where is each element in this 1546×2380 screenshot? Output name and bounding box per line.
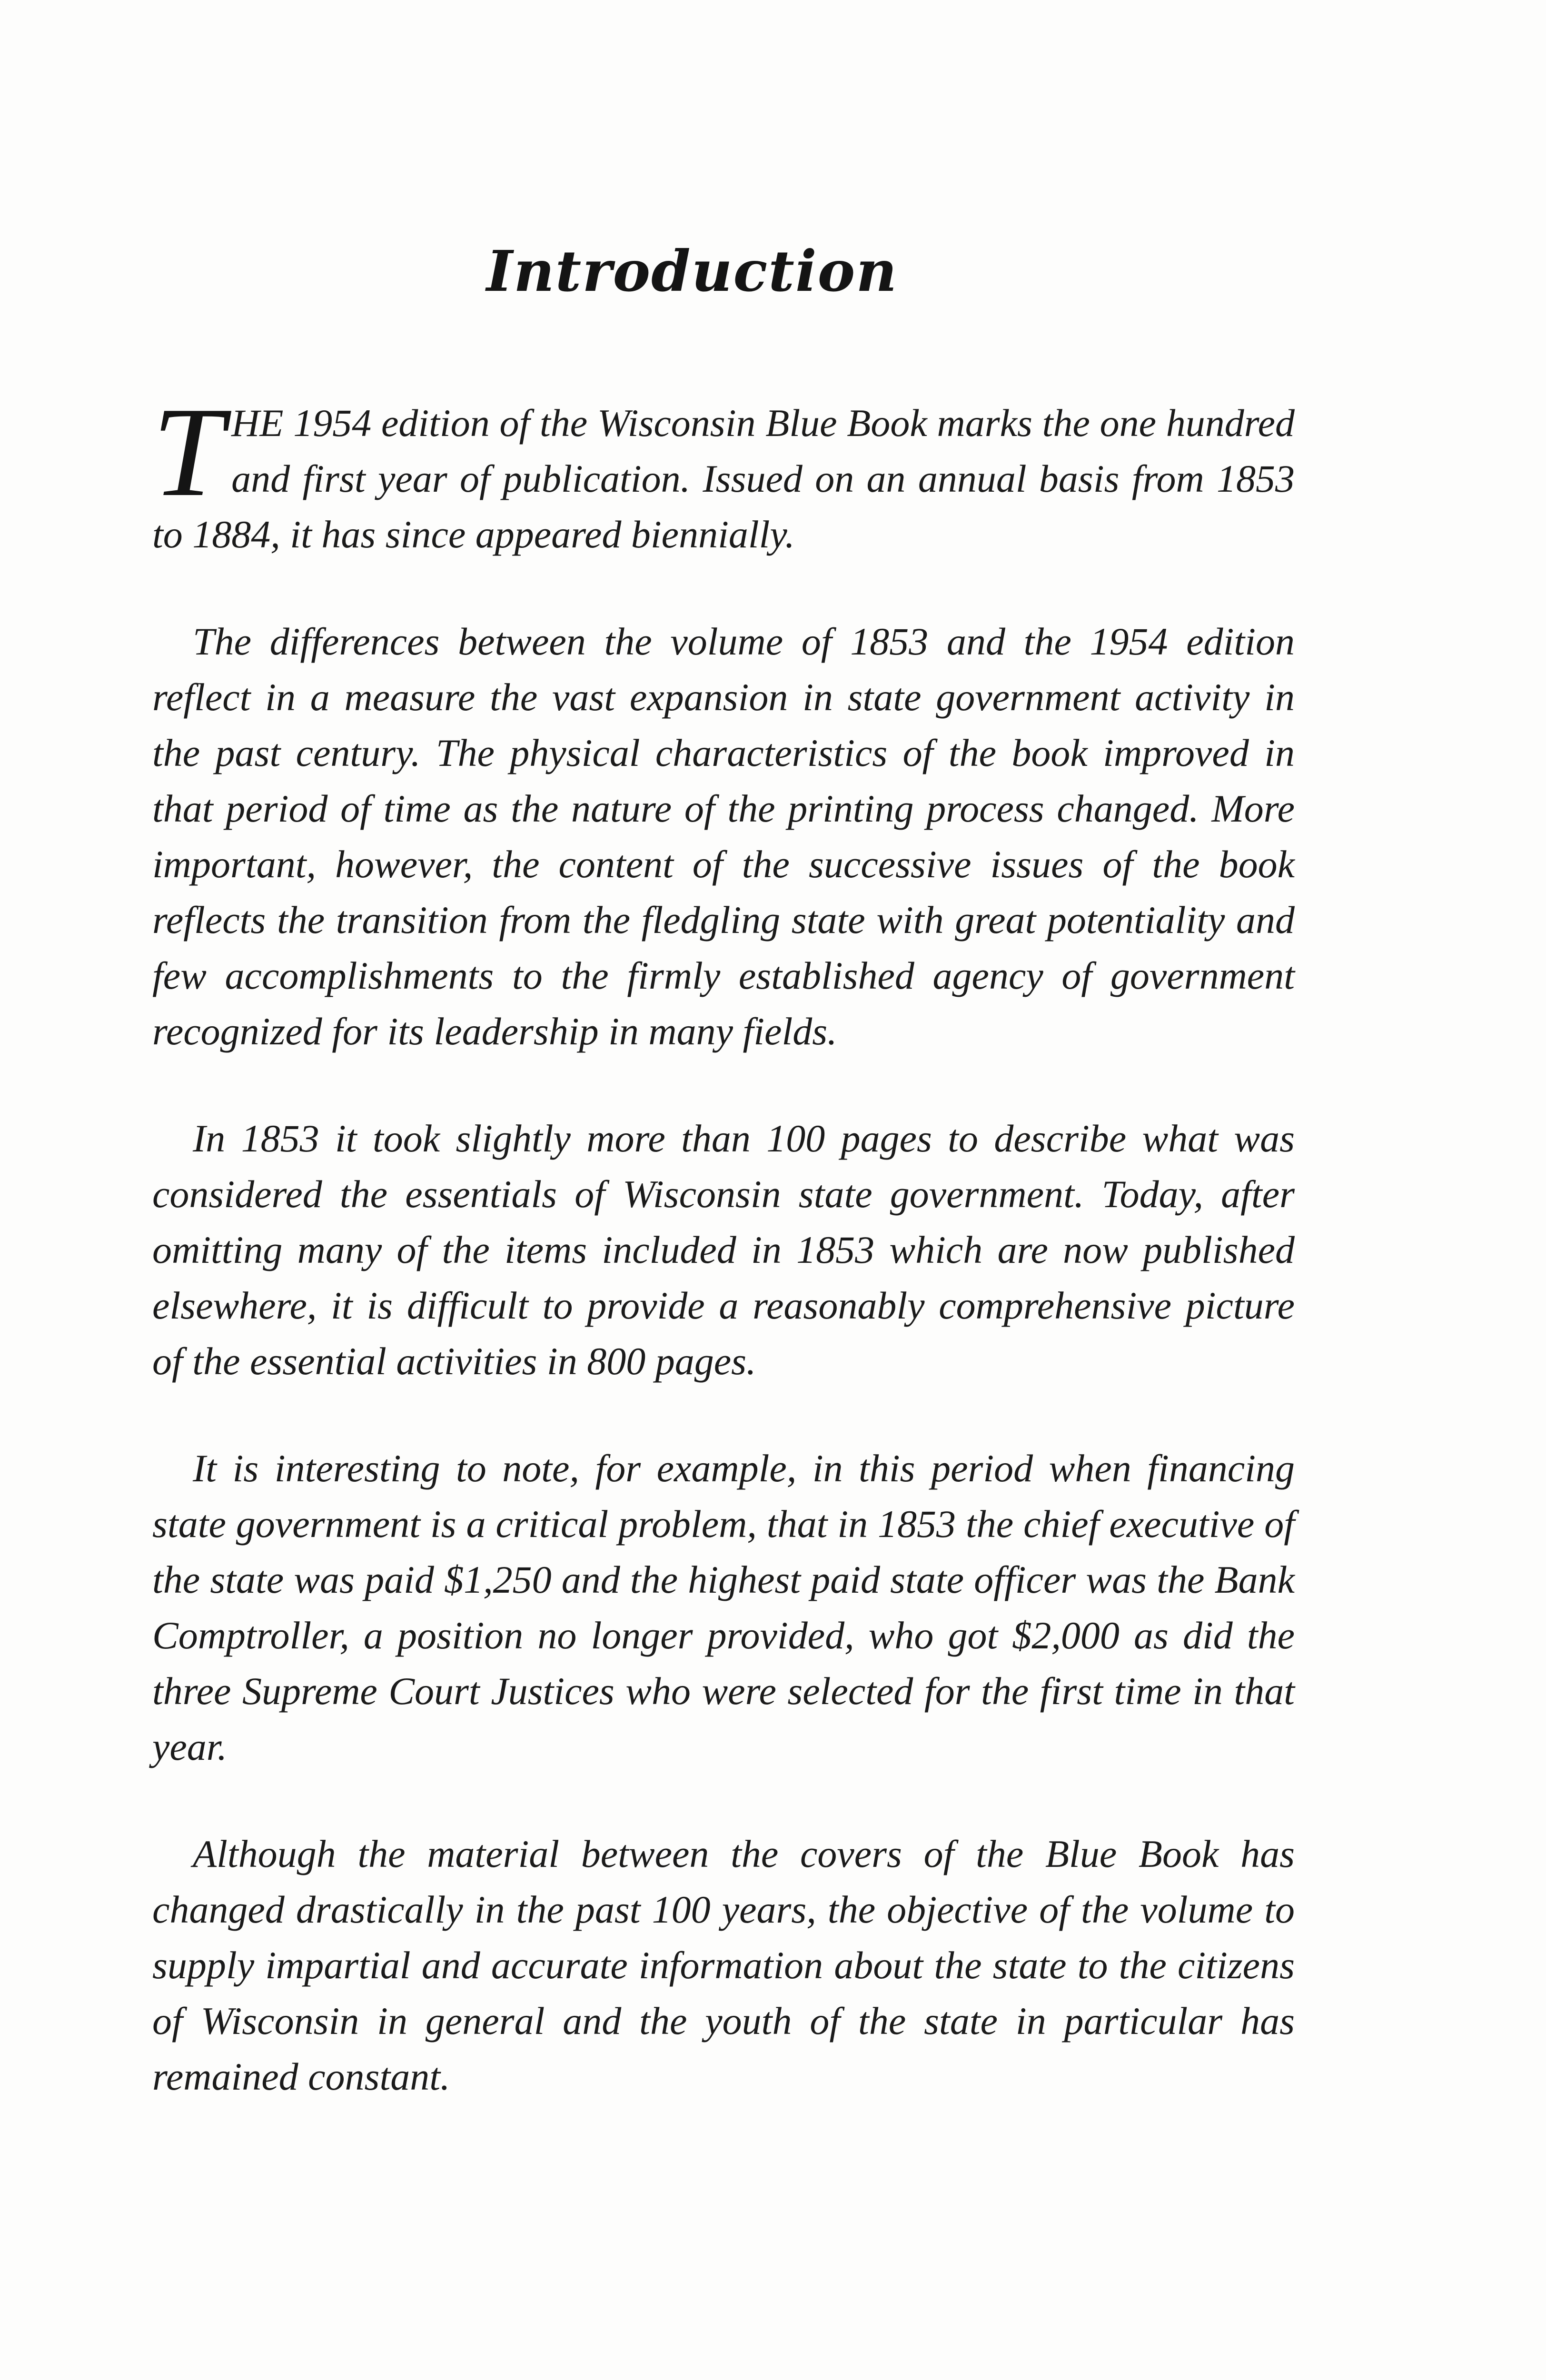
body-text: [152, 381, 1295, 2156]
drop-cap: T: [152, 381, 224, 523]
paragraph-2: The differences between the volume of 1853 and the 1954 edition reflect in a measure the vast expansion in state government activity in the past century. The physical characteristics of the book improved in that period of time as the nature of the printing process changed. More important, however, the content of the successive issues of the book reflects the transition from the fledgling state with great potentiality and few accomplishments to the firmly established agency of government recognized for its leadership in many fields.: [152, 620, 1295, 1053]
paragraph-4: It is interesting to note, for example, in this period when financing state government is a critical problem, that in 1853 the chief executive of the state was paid $1,250 and the highest paid state officer was the Bank Comptroller, a position no longer provided, who got $2,000 as did the three Supreme Court Justices who were selected for the first time in that year.: [152, 1447, 1295, 1768]
paragraph-1-text: HE 1954 edition of the Wisconsin Blue Book marks the one hundred and first year of publication. Issued on an annual basis from 1853 to 1884, it has since appeared biennially.: [152, 401, 1295, 556]
paragraph-5: Although the material between the covers of the Blue Book has changed drastically in the past 100 years, the objective of the volume to supply impartial and accurate information about the state to the citizens of Wisconsin in general and the youth of the state in particular has remained constant.: [152, 1832, 1295, 2098]
paragraph-1: [152, 381, 1295, 562]
paragraph-3: In 1853 it took slightly more than 100 pages to describe what was considered the essentials of Wisconsin state government. Today, after omitting many of the items included in 1853 which are now published elsewhere, it is difficult to provide a reasonably comprehensive picture of the essential activities in 800 pages.: [152, 1117, 1295, 1383]
page-title: Introduction: [486, 238, 898, 304]
